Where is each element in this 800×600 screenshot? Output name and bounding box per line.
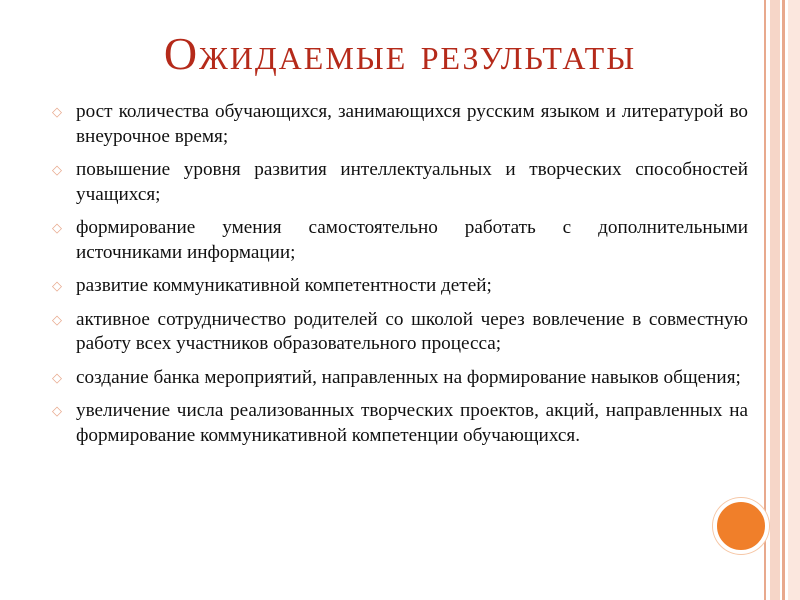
bullet-item <box>48 100 748 149</box>
decorative-stripe <box>788 0 800 600</box>
bullet-text: рост количества обучающихся, занимающихся русским языком и литературой во внеурочное время; <box>76 101 748 147</box>
hollow-diamond-icon: ◇ <box>52 311 62 327</box>
bullet-text: создание банка мероприятий, направленных на формирование навыков общения; <box>76 366 741 388</box>
bullet-item <box>48 158 748 207</box>
bullet-text: повышение уровня развития интеллектуальных и творческих способностей учащихся; <box>76 159 748 205</box>
hollow-diamond-icon: ◇ <box>52 403 62 418</box>
bullet-text: формирование умения самостоятельно работать с дополнительными источниками информации; <box>76 217 748 263</box>
bullet-list <box>48 100 748 457</box>
bullet-item <box>48 216 748 265</box>
hollow-diamond-icon: ◇ <box>52 104 62 119</box>
bullet-item <box>48 308 748 357</box>
bullet-text: увеличение числа реализованных творческих проектов, акций, направленных на формирование коммуникативной компетенции обучающихся. <box>76 400 748 446</box>
bullet-text: развитие коммуникативной компетентности детей; <box>76 275 492 296</box>
hollow-diamond-icon: ◇ <box>52 220 62 235</box>
bullet-text: активное сотрудничество родителей со школой через вовлечение в совместную работу всех участников образовательного процесса; <box>76 308 748 354</box>
decorative-circle <box>713 498 769 554</box>
bullet-item <box>48 366 748 391</box>
decorative-stripe <box>782 0 785 600</box>
hollow-diamond-icon: ◇ <box>52 278 62 293</box>
slide-title: Ожидаемые результаты <box>163 28 637 79</box>
bullet-item <box>48 399 748 448</box>
bullet-item <box>48 274 748 299</box>
hollow-diamond-icon: ◇ <box>52 162 62 177</box>
hollow-diamond-icon: ◇ <box>52 369 62 385</box>
decorative-stripe <box>770 0 780 600</box>
